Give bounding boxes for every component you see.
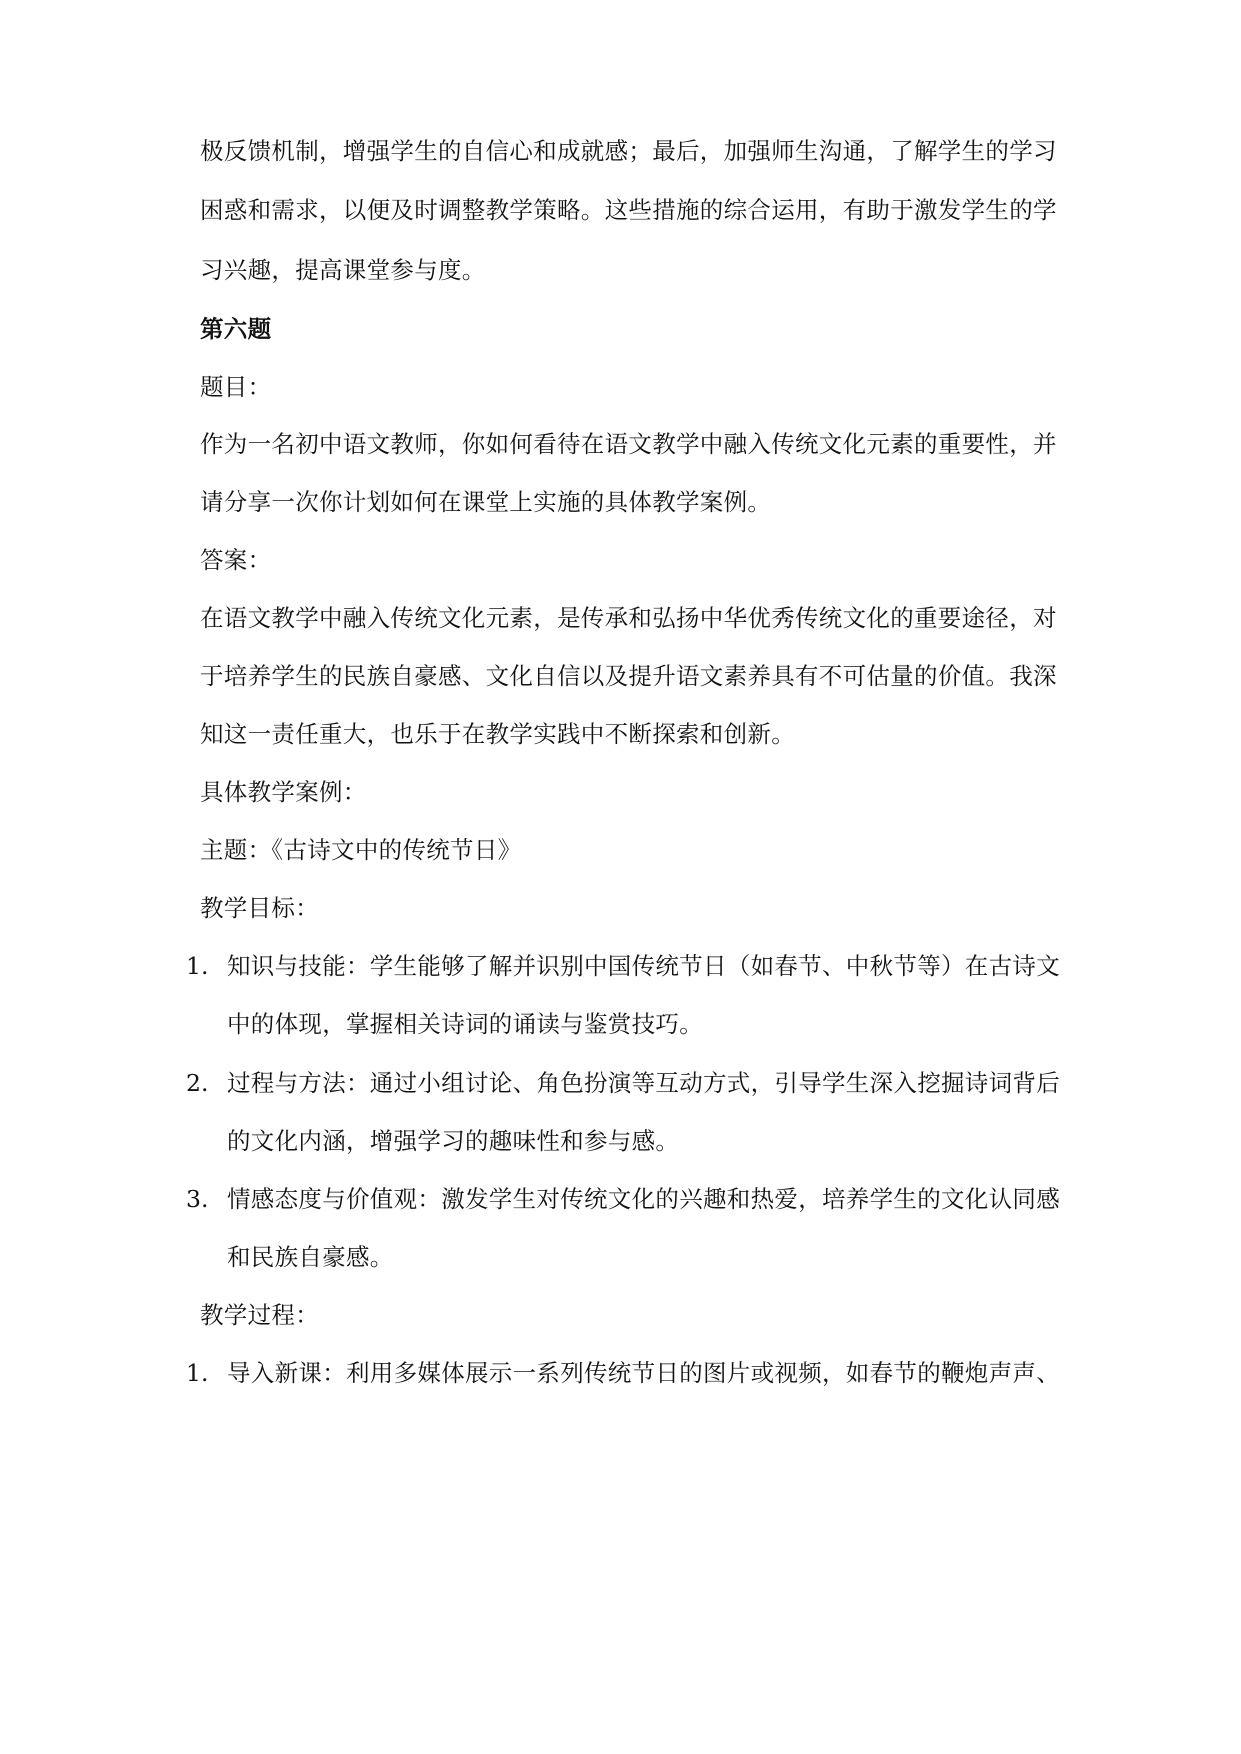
process-label: 教学过程： (200, 1301, 319, 1329)
section-title: 第六题 (200, 315, 272, 343)
goal-line: 的文化内涵，增强学习的趣味性和参与感。 (227, 1127, 680, 1155)
goal-line: 知识与技能：学生能够了解并识别中国传统节日（如春节、中秋节等）在古诗文 (227, 952, 1060, 980)
question-label: 题目： (200, 373, 272, 401)
goals-label: 教学目标： (200, 894, 319, 922)
process-line: 导入新课：利用多媒体展示一系列传统节日的图片或视频，如春节的鞭炮声声、 (227, 1359, 1060, 1387)
intro-line-3: 习兴趣，提高课堂参与度。 (200, 256, 486, 284)
process-number: 1. (186, 1359, 209, 1387)
goal-number: 2. (186, 1069, 209, 1097)
theme-line: 主题：《古诗文中的传统节日》 (200, 836, 522, 864)
goal-line: 情感态度与价值观：激发学生对传统文化的兴趣和热爱，培养学生的文化认同感 (227, 1185, 1060, 1213)
goal-line: 中的体现，掌握相关诗词的诵读与鉴赏技巧。 (227, 1010, 703, 1038)
question-line-1: 作为一名初中语文教师，你如何看待在语文教学中融入传统文化元素的重要性，并 (200, 430, 1057, 458)
question-line-2: 请分享一次你计划如何在课堂上实施的具体教学案例。 (200, 488, 772, 516)
answer-label: 答案： (200, 546, 272, 574)
intro-line-1: 极反馈机制，增强学生的自信心和成就感；最后，加强师生沟通，了解学生的学习 (200, 137, 1057, 165)
goal-number: 3. (186, 1185, 209, 1213)
goal-number: 1. (186, 952, 209, 980)
answer-line-1: 在语文教学中融入传统文化元素，是传承和弘扬中华优秀传统文化的重要途径，对 (200, 604, 1057, 632)
answer-line-2: 于培养学生的民族自豪感、文化自信以及提升语文素养具有不可估量的价值。我深 (200, 662, 1057, 690)
goal-line: 过程与方法：通过小组讨论、角色扮演等互动方式，引导学生深入挖掘诗词背后 (227, 1069, 1060, 1097)
answer-line-3: 知这一责任重大，也乐于在教学实践中不断探索和创新。 (200, 720, 795, 748)
goal-line: 和民族自豪感。 (227, 1243, 394, 1271)
intro-line-2: 困惑和需求，以便及时调整教学策略。这些措施的综合运用，有助于激发学生的学 (200, 196, 1057, 224)
case-label: 具体教学案例： (200, 778, 367, 806)
